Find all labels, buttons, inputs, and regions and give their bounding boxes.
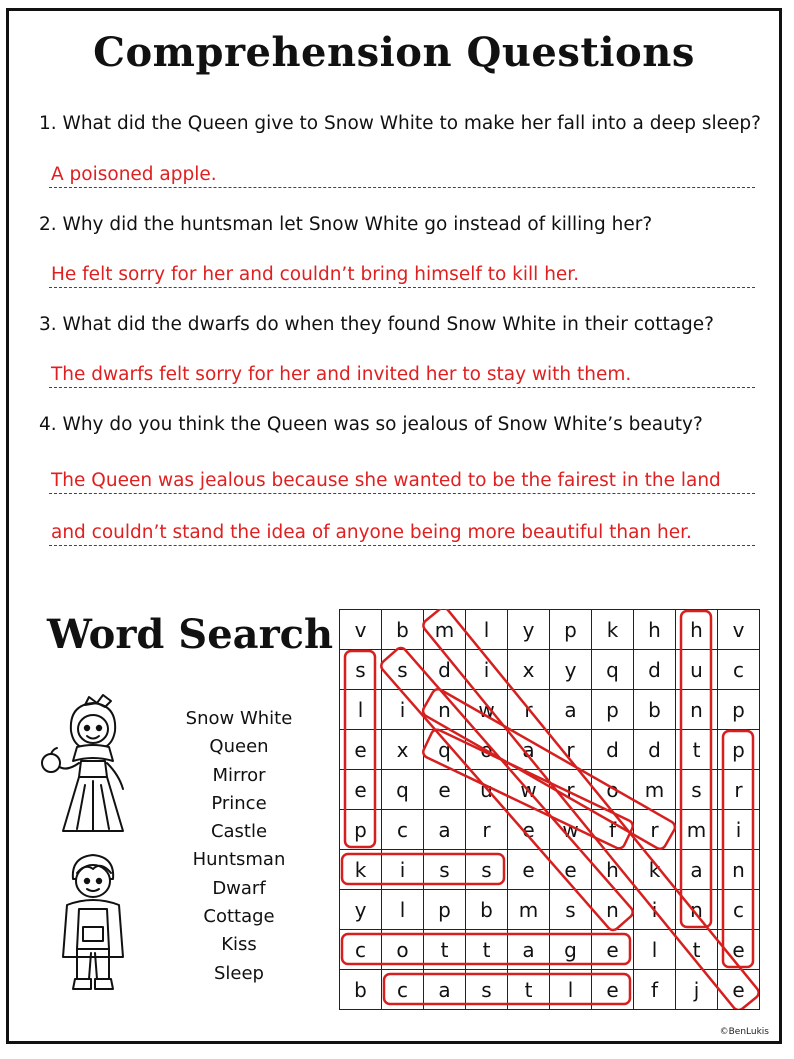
grid-cell: c <box>382 970 424 1010</box>
grid-cell: i <box>718 810 760 850</box>
grid-cell: s <box>466 850 508 890</box>
grid-cell: p <box>718 730 760 770</box>
grid-cell: h <box>592 850 634 890</box>
grid-cell: a <box>424 970 466 1010</box>
grid-cell: o <box>592 770 634 810</box>
grid-cell: i <box>466 650 508 690</box>
grid-cell: e <box>592 930 634 970</box>
grid-cell: x <box>382 730 424 770</box>
grid-cell: r <box>466 810 508 850</box>
grid-cell: w <box>508 770 550 810</box>
snow-white-illustration-icon <box>35 691 145 841</box>
answer-line-4b <box>49 515 755 546</box>
word-item: Kiss <box>221 934 257 956</box>
grid-cell: u <box>466 770 508 810</box>
grid-cell: a <box>424 810 466 850</box>
grid-cell: c <box>718 650 760 690</box>
grid-cell: r <box>550 730 592 770</box>
grid-cell: k <box>592 610 634 650</box>
grid-cell: c <box>340 930 382 970</box>
grid-cell: e <box>508 810 550 850</box>
grid-cell: d <box>634 730 676 770</box>
grid-cell: r <box>550 770 592 810</box>
grid-cell: o <box>466 730 508 770</box>
grid-cell: q <box>424 730 466 770</box>
grid-cell: n <box>718 850 760 890</box>
grid-cell: p <box>718 690 760 730</box>
grid-cell: a <box>550 690 592 730</box>
grid-cell: n <box>676 890 718 930</box>
grid-cell: t <box>508 970 550 1010</box>
grid-cell: q <box>592 650 634 690</box>
prince-illustration-icon <box>43 849 143 999</box>
word-item: Huntsman <box>192 849 286 871</box>
answer-line-1 <box>49 157 755 188</box>
grid-cell: f <box>592 810 634 850</box>
grid-cell: i <box>382 850 424 890</box>
word-item: Castle <box>210 821 268 843</box>
question-2: 2. Why did the huntsman let Snow White go instead of killing her? <box>39 214 653 235</box>
grid-cell: t <box>676 730 718 770</box>
grid-cell: s <box>340 650 382 690</box>
grid-cell: r <box>508 690 550 730</box>
grid-cell: k <box>340 850 382 890</box>
word-item: Snow White <box>185 708 293 729</box>
grid-cell: e <box>592 970 634 1010</box>
credit: ©BenLukis <box>719 1027 769 1037</box>
grid-cell: l <box>634 930 676 970</box>
grid-cell: a <box>676 850 718 890</box>
grid-cell: e <box>424 770 466 810</box>
grid-cell: b <box>634 690 676 730</box>
word-item: Queen <box>209 736 269 758</box>
grid-cell: s <box>550 890 592 930</box>
grid-cell: d <box>634 650 676 690</box>
grid-cell: e <box>340 770 382 810</box>
answer-line-4a <box>49 463 755 494</box>
question-3: 3. What did the dwarfs do when they found Snow White in their cottage? <box>39 314 714 335</box>
grid-cell: y <box>340 890 382 930</box>
question-4: 4. Why do you think the Queen was so jealous of Snow White’s beauty? <box>39 414 703 435</box>
grid-cell: m <box>676 810 718 850</box>
word-list <box>179 705 299 988</box>
answer-line-2 <box>49 257 755 288</box>
grid-cell: v <box>340 610 382 650</box>
grid-cell: m <box>508 890 550 930</box>
grid-cell: c <box>382 810 424 850</box>
grid-cell: u <box>676 650 718 690</box>
grid-cell: s <box>466 970 508 1010</box>
grid-cell: w <box>550 810 592 850</box>
grid-cell: a <box>508 730 550 770</box>
grid-cell: i <box>634 890 676 930</box>
grid-cell: d <box>424 650 466 690</box>
grid-cell: s <box>382 650 424 690</box>
answer-line-3 <box>49 357 755 388</box>
answer-4a: The Queen was jealous because she wanted to be the fairest in the land <box>51 470 721 491</box>
answer-3: The dwarfs felt sorry for her and invited her to stay with them. <box>51 364 632 385</box>
grid-cell: t <box>424 930 466 970</box>
grid-cell: y <box>550 650 592 690</box>
grid-cell: c <box>718 890 760 930</box>
grid-cell: n <box>592 890 634 930</box>
grid-cell: v <box>718 610 760 650</box>
grid-cell: p <box>340 810 382 850</box>
grid-cell: q <box>382 770 424 810</box>
grid-cell: r <box>634 810 676 850</box>
worksheet-page <box>6 8 782 1044</box>
word-item: Sleep <box>213 962 264 984</box>
grid-cell: t <box>676 930 718 970</box>
grid-cell: n <box>424 690 466 730</box>
grid-cell: r <box>718 770 760 810</box>
grid-cell: e <box>550 850 592 890</box>
grid-cell: k <box>634 850 676 890</box>
word-item: Dwarf <box>212 877 266 899</box>
answer-4b: and couldn’t stand the idea of anyone being more beautiful than her. <box>51 522 692 543</box>
answer-1: A poisoned apple. <box>51 164 217 185</box>
grid-cell: f <box>634 970 676 1010</box>
grid-cell: s <box>676 770 718 810</box>
grid-cell: d <box>592 730 634 770</box>
grid-cell: s <box>424 850 466 890</box>
grid-cell: b <box>382 610 424 650</box>
grid-cell: p <box>550 610 592 650</box>
grid-cell: l <box>550 970 592 1010</box>
word-item: Mirror <box>212 764 266 786</box>
grid-cell: y <box>508 610 550 650</box>
grid-cell: e <box>508 850 550 890</box>
answer-2: He felt sorry for her and couldn’t bring himself to kill her. <box>51 264 580 285</box>
grid-cell: o <box>382 930 424 970</box>
grid-cell: n <box>676 690 718 730</box>
grid-cell: m <box>424 610 466 650</box>
word-item: Prince <box>211 792 267 814</box>
grid-cell: p <box>592 690 634 730</box>
grid-cell: e <box>718 930 760 970</box>
grid-cell: e <box>340 730 382 770</box>
word-search-grid <box>339 609 760 1010</box>
grid-cell: w <box>466 690 508 730</box>
question-1: 1. What did the Queen give to Snow White to make her fall into a deep sleep? <box>39 113 761 134</box>
grid-cell: l <box>466 610 508 650</box>
grid-cell: j <box>676 970 718 1010</box>
grid-cell: m <box>634 770 676 810</box>
grid-cell: h <box>676 610 718 650</box>
grid-cell: p <box>424 890 466 930</box>
grid-cell: b <box>340 970 382 1010</box>
grid-cell: e <box>718 970 760 1010</box>
grid-cell: l <box>382 890 424 930</box>
grid-cell: l <box>340 690 382 730</box>
grid-cell: h <box>634 610 676 650</box>
grid-cell: b <box>466 890 508 930</box>
grid-cell: x <box>508 650 550 690</box>
page-title: Comprehension Questions <box>93 29 695 76</box>
word-search-title: Word Search <box>47 611 334 658</box>
grid-cell: g <box>550 930 592 970</box>
grid-cell: i <box>382 690 424 730</box>
grid-cell: a <box>508 930 550 970</box>
word-item: Cottage <box>203 906 275 928</box>
grid-cell: t <box>466 930 508 970</box>
